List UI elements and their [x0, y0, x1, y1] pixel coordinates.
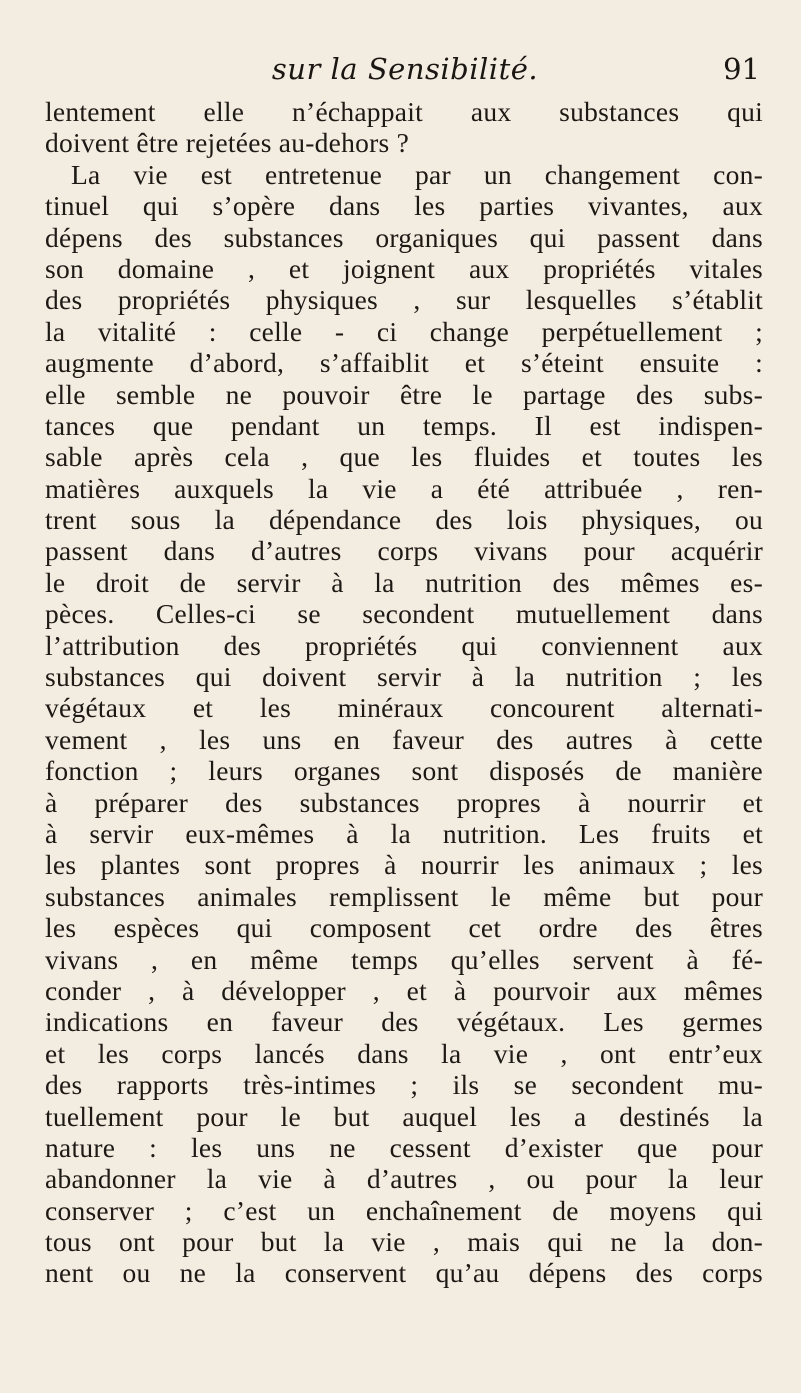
text-line: les espèces qui composent cet ordre des êtres [45, 912, 763, 944]
text-line: nent ou ne la conservent qu’au dépens des corps [45, 1257, 763, 1289]
text-line: nature : les uns ne cessent d’exister que pour [45, 1131, 763, 1163]
running-title: sur la Sensibilité. [271, 52, 539, 86]
text-line: augmente d’abord, s’affaiblit et s’éteint ensuite : [45, 347, 763, 379]
text-line: tinuel qui s’opère dans les parties vivantes, aux [45, 190, 763, 222]
text-line: vement , les uns en faveur des autres à cette [45, 723, 763, 755]
text-line: substances animales remplissent le même but pour [45, 880, 763, 912]
text-line: tous ont pour but la vie , mais qui ne la don- [45, 1226, 763, 1258]
text-line: tances que pendant un temps. Il est indispen- [45, 409, 763, 441]
text-line: fonction ; leurs organes sont disposés de manière [45, 755, 763, 787]
text-line: passent dans d’autres corps vivans pour acquérir [45, 535, 763, 567]
text-line: trent sous la dépendance des lois physiques, ou [45, 504, 763, 536]
text-line: sable après cela , que les fluides et toutes les [45, 441, 763, 473]
text-line: conder , à développer , et à pourvoir aux mêmes [45, 974, 763, 1006]
text-line: à servir eux-mêmes à la nutrition. Les fruits et [45, 817, 763, 849]
text-line: pèces. Celles-ci se secondent mutuellement dans [45, 598, 763, 630]
text-line: substances qui doivent servir à la nutrition ; les [45, 661, 763, 693]
body-text [45, 96, 763, 1289]
text-line: elle semble ne pouvoir être le partage des subs- [45, 378, 763, 410]
text-line: à préparer des substances propres à nourrir et [45, 786, 763, 818]
text-line: végétaux et les minéraux concourent alternati- [45, 692, 763, 724]
text-line: les plantes sont propres à nourrir les animaux ; les [45, 849, 763, 881]
text-line: des propriétés physiques , sur lesquelles s’établit [45, 284, 763, 316]
text-line: et les corps lancés dans la vie , ont entr’eux [45, 1037, 763, 1069]
text-line: le droit de servir à la nutrition des mêmes es- [45, 566, 763, 598]
text-line: des rapports très-intimes ; ils se secondent mu- [45, 1069, 763, 1101]
text-line: tuellement pour le but auquel les a destinés la [45, 1100, 763, 1132]
text-line: son domaine , et joignent aux propriétés vitales [45, 252, 763, 284]
text-line: la vitalité : celle - ci change perpétuellement ; [45, 315, 763, 347]
text-line: matières auxquels la vie a été attribuée , ren- [45, 472, 763, 504]
text-line: abandonner la vie à d’autres , ou pour la leur [45, 1163, 763, 1195]
text-line: indications en faveur des végétaux. Les germes [45, 1006, 763, 1038]
text-line: l’attribution des propriétés qui conviennent aux [45, 629, 763, 661]
page-header [0, 52, 801, 92]
text-line: dépens des substances organiques qui passent dans [45, 221, 763, 253]
text-line: doivent être rejetées au-dehors ? [45, 127, 410, 159]
page-number: 91 [723, 52, 760, 86]
text-line: conserver ; c’est un enchaînement de moyens qui [45, 1194, 763, 1226]
text-line: lentement elle n’échappait aux substances qui [45, 96, 763, 127]
text-line: La vie est entretenue par un changement con- [71, 158, 763, 190]
text-line: vivans , en même temps qu’elles servent à fé- [45, 943, 763, 975]
